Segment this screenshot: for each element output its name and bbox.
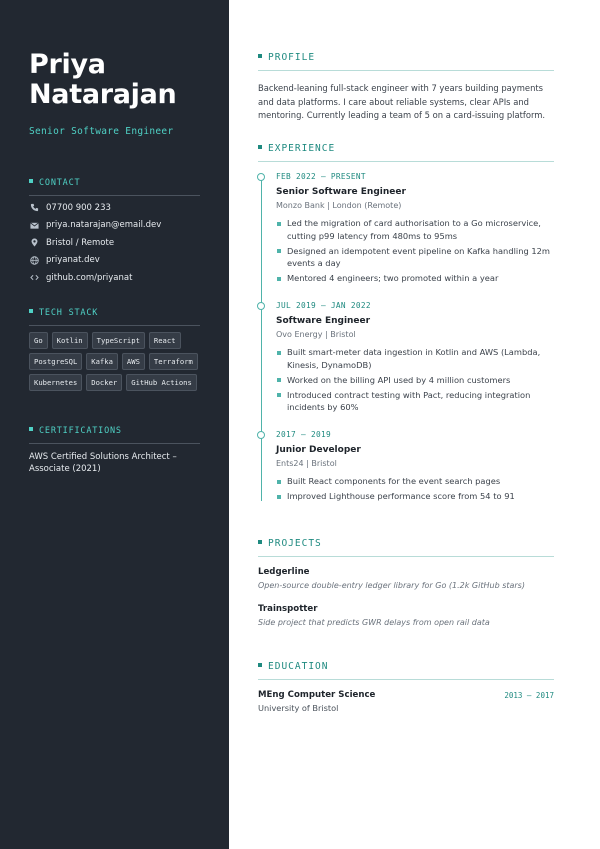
job-bullets — [276, 217, 556, 285]
timeline-dot — [257, 173, 265, 181]
tech-stack-heading: TECH STACK — [29, 308, 200, 326]
projects-heading: PROJECTS — [258, 538, 554, 557]
certifications-heading: CERTIFICATIONS — [29, 426, 200, 444]
timeline-dot — [257, 302, 265, 310]
job-bullet: Introduced contract testing with Pact, reducing integration incidents by 60% — [276, 389, 556, 414]
contact-heading: CONTACT — [29, 178, 200, 196]
code-icon — [29, 272, 40, 283]
job-bullet: Worked on the billing API used by 4 million customers — [276, 374, 556, 387]
heading-marker — [29, 427, 33, 431]
heading-marker — [258, 54, 262, 58]
school: University of Bristol — [258, 703, 339, 713]
tech-tag: AWS — [122, 353, 145, 370]
location-pin-icon — [29, 237, 40, 248]
job-company: Ents24 | Bristol — [276, 459, 337, 468]
timeline-line — [261, 178, 262, 501]
job-title: Junior Developer — [276, 445, 361, 455]
candidate-name — [29, 50, 176, 110]
heading-marker — [258, 540, 262, 544]
contact-phone[interactable] — [29, 199, 209, 217]
timeline-dot — [257, 431, 265, 439]
tech-tag: Go — [29, 332, 48, 349]
contact-github[interactable] — [29, 269, 209, 287]
mail-icon — [29, 220, 40, 231]
heading-marker — [29, 179, 33, 183]
project-entry — [258, 566, 554, 591]
tech-tag: Kubernetes — [29, 374, 82, 391]
last-name: Natarajan — [29, 79, 177, 110]
contact-email-text: priya.natarajan@email.dev — [46, 220, 162, 231]
tech-tag: Kafka — [86, 353, 118, 370]
project-title: Trainspotter — [258, 604, 318, 614]
job-title: Software Engineer — [276, 316, 371, 326]
job-dates: 2017 – 2019 — [276, 430, 331, 439]
tech-tag: PostgreSQL — [29, 353, 82, 370]
tech-tag: React — [149, 332, 181, 349]
job-bullet: Mentored 4 engineers; two promoted within a year — [276, 272, 556, 285]
job-title: Senior Software Engineer — [276, 187, 406, 197]
contact-location-text: Bristol / Remote — [46, 237, 115, 248]
job-bullets — [276, 346, 556, 414]
sidebar — [0, 0, 229, 849]
project-description: Open-source double-entry ledger library for Go (1.2k GitHub stars) — [258, 581, 525, 590]
heading-marker — [258, 663, 262, 667]
education-heading: EDUCATION — [258, 661, 554, 680]
tech-tag: Kotlin — [52, 332, 88, 349]
project-entry — [258, 603, 554, 628]
job-bullets — [276, 475, 556, 503]
job-dates: JUL 2019 – JAN 2022 — [276, 301, 371, 310]
job-bullet: Built React components for the event search pages — [276, 475, 556, 488]
phone-icon — [29, 202, 40, 213]
globe-icon — [29, 255, 40, 266]
profile-summary: Backend-leaning full-stack engineer with 7 years building payments and data platforms. I care about reliable systems, clear APIs and mentoring. Currently leading a team of 5 on a card-issuing platform. — [258, 83, 546, 120]
contact-phone-text: 07700 900 233 — [46, 202, 111, 213]
degree: MEng Computer Science — [258, 690, 376, 700]
profile-heading: PROFILE — [258, 52, 554, 71]
certification-item: AWS Certified Solutions Architect – Associate (2021) — [29, 452, 177, 474]
job-company: Ovo Energy | Bristol — [276, 330, 356, 339]
job-bullet: Built smart-meter data ingestion in Kotlin and AWS (Lambda, Kinesis, DynamoDB) — [276, 346, 556, 371]
job-dates: FEB 2022 – PRESENT — [276, 172, 366, 181]
experience-entry — [276, 301, 556, 416]
project-title: Ledgerline — [258, 567, 310, 577]
tech-tag: Terraform — [149, 353, 198, 370]
job-bullet: Improved Lighthouse performance score from 54 to 91 — [276, 490, 556, 503]
contact-website[interactable] — [29, 252, 209, 270]
tech-stack-tags — [29, 332, 204, 391]
job-bullet: Led the migration of card authorisation to a Go microservice, cutting p99 latency from 480ms to 95ms — [276, 217, 556, 242]
job-role: Senior Software Engineer — [29, 126, 174, 137]
education-years: 2013 – 2017 — [504, 691, 554, 700]
experience-entry — [276, 430, 556, 505]
job-bullet: Designed an idempotent event pipeline on Kafka handling 12m events a day — [276, 245, 556, 270]
contact-location — [29, 234, 209, 252]
experience-heading: EXPERIENCE — [258, 143, 554, 162]
first-name: Priya — [29, 49, 106, 80]
contact-email[interactable] — [29, 217, 209, 235]
tech-tag: Docker — [86, 374, 122, 391]
contact-website-text: priyanat.dev — [46, 255, 100, 266]
contact-github-text: github.com/priyanat — [46, 272, 133, 283]
tech-tag: GitHub Actions — [126, 374, 197, 391]
job-company: Monzo Bank | London (Remote) — [276, 201, 402, 210]
contact-list — [29, 199, 209, 287]
experience-entry — [276, 172, 556, 287]
education-entry — [258, 689, 554, 714]
heading-marker — [29, 309, 33, 313]
project-description: Side project that predicts GWR delays from open rail data — [258, 618, 490, 627]
heading-marker — [258, 145, 262, 149]
tech-tag: TypeScript — [92, 332, 145, 349]
